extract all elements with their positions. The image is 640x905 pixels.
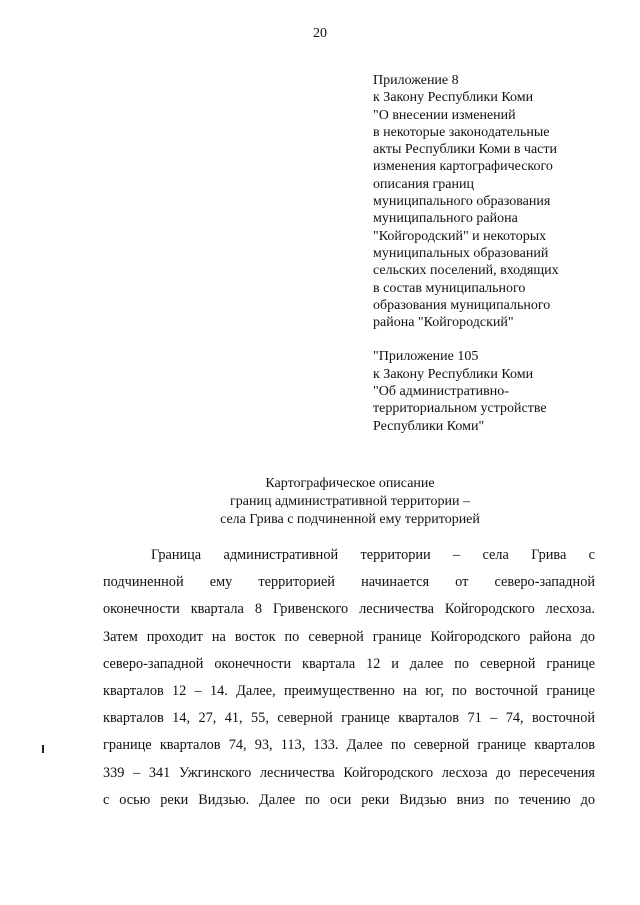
body-line: кварталов 12 – 14. Далее, преимущественно на юг, по восточной границе	[103, 682, 595, 699]
annex-line: Республики Коми"	[373, 418, 485, 434]
annex-line: муниципального образования	[373, 194, 551, 210]
document-title	[0, 475, 640, 529]
body-line: границе кварталов 74, 93, 113, 133. Далее по северной границе кварталов	[103, 737, 595, 754]
annex-block-amendment	[373, 72, 623, 331]
annex-line: "Об административно-	[373, 384, 509, 400]
body-line: кварталов 14, 27, 41, 55, северной границе кварталов 71 – 74, восточной	[103, 710, 595, 727]
annex-line: муниципальных образований	[373, 245, 549, 261]
body-text	[103, 542, 595, 814]
annex-line: акты Республики Коми в части	[373, 142, 558, 158]
annex-line: описания границ	[373, 176, 474, 192]
annex-line: района "Койгородский"	[373, 315, 514, 331]
annex-line: в некоторые законодательные	[373, 124, 550, 140]
annex-line: сельских поселений, входящих	[373, 263, 559, 279]
body-line: северо-западной оконечности квартала 12 и далее по северной границе	[103, 655, 595, 672]
body-line: подчиненной ему территорией начинается от северо-западной	[103, 574, 595, 591]
title-line: границ административной территории –	[230, 494, 470, 509]
annex-header	[373, 72, 623, 435]
annex-line: к Закону Республики Коми	[373, 90, 534, 106]
body-line: Граница административной территории – села Грива с	[151, 547, 595, 563]
annex-block-law	[373, 348, 623, 434]
annex-line: "О внесении изменений	[373, 107, 516, 123]
annex-line: "Койгородский" и некоторых	[373, 228, 547, 244]
annex-line: к Закону Республики Коми	[373, 366, 534, 382]
margin-mark	[42, 745, 44, 753]
body-line: оконечности квартала 8 Гривенского лесничества Койгородского лесхоза.	[103, 601, 595, 618]
body-line: 339 – 341 Ужгинского лесничества Койгородского лесхоза до пересечения	[103, 764, 595, 781]
annex-line: изменения картографического	[373, 159, 553, 175]
title-line: Картографическое описание	[265, 476, 435, 491]
annex-line: "Приложение 105	[373, 349, 479, 365]
body-line: Затем проходит на восток по северной границе Койгородского района до	[103, 628, 595, 645]
annex-line: территориальном устройстве	[373, 401, 547, 417]
annex-line: муниципального района	[373, 211, 518, 227]
annex-line: образования муниципального	[373, 297, 551, 313]
annex-line: Приложение 8	[373, 73, 459, 88]
title-line: села Грива с подчиненной ему территорией	[220, 512, 480, 527]
page-number: 20	[313, 26, 327, 41]
annex-line: в состав муниципального	[373, 280, 526, 296]
body-line: с осью реки Видзью. Далее по оси реки Видзью вниз по течению до	[103, 791, 595, 808]
